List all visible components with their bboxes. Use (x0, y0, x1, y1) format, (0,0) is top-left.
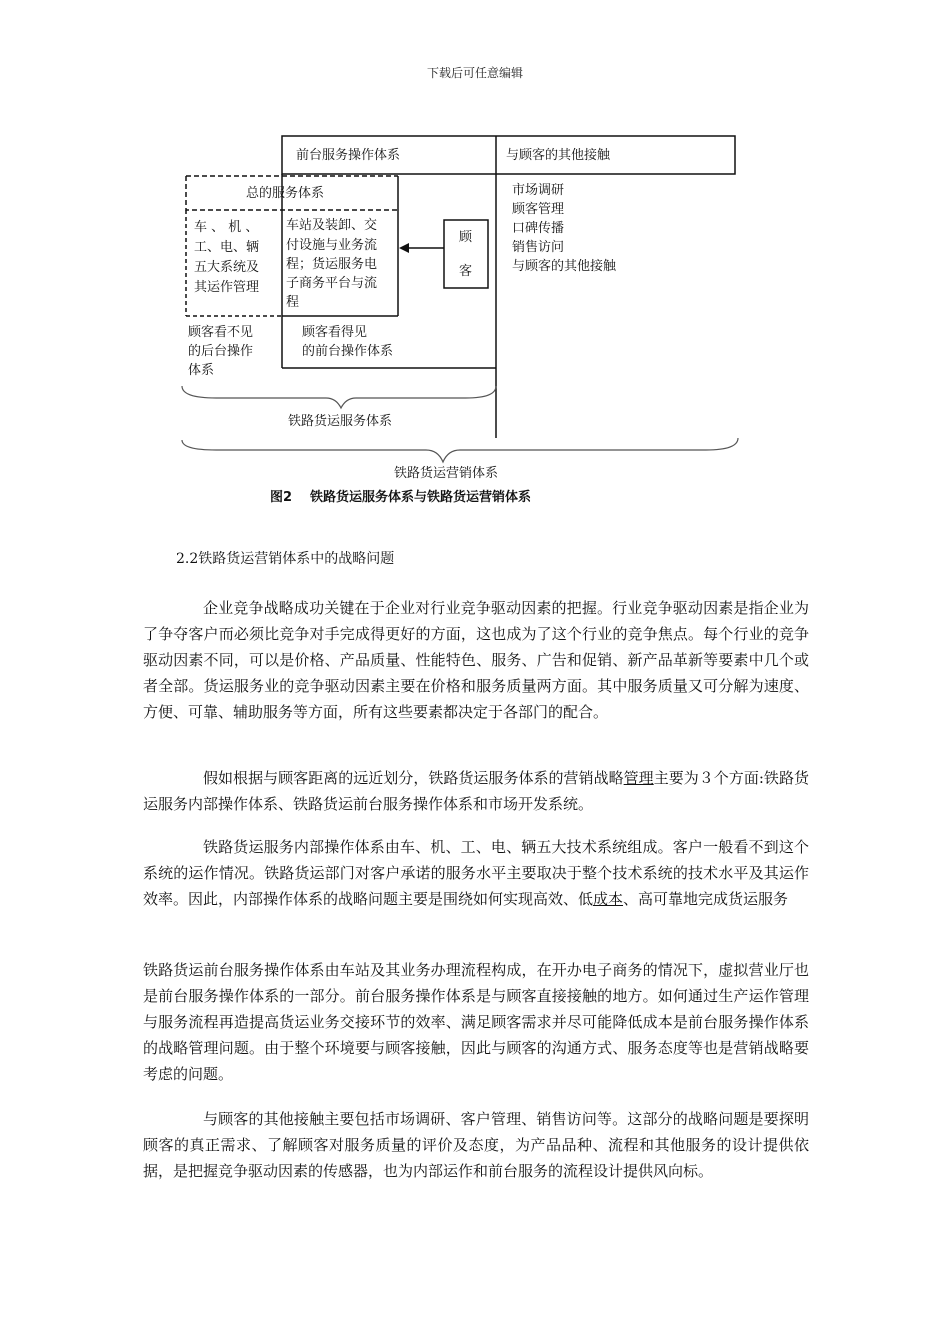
total-service-title: 总的服务体系 (246, 186, 325, 201)
service-brace (182, 386, 496, 408)
list-item: 与顾客的其他接触 (512, 259, 617, 274)
arrow-head (399, 243, 409, 253)
paragraph-4: 铁路货运前台服务操作体系由车站及其业务办理流程构成，在开办电子商务的情况下，虚拟营业厅也是前台服务操作体系的一部分。前台服务操作体系是与顾客直接接触的地方。如何通过生产运作管理与服务流程再造提高货运业务交接环节的效率、满足顾客需求并尽可能降低成本是前台服务操作体系的战略管理问题。由于整个环境要与顾客接触，因此与顾客的沟通方式、服务态度等也是营销战略要考虑的问题。 (143, 961, 809, 1083)
customer-char-2: 客 (459, 264, 473, 279)
list-item: 销售访问 (512, 240, 565, 255)
management-link[interactable]: 管理 (623, 769, 654, 787)
service-system-diagram: 前台服务操作体系 与顾客的其他接触 总的服务体系 车 、 机 、 工、电、辆 五大系统及 其运作管理 车站及装卸、交 付设施与业务流 程；货运服务电 子商务平台与流 程 顾 客 市场调研 顾客管理 口碑传播 销售访问 与顾客的其他接触 顾客看不见 的后台操作 体系 顾客看得见 的前台操作体系 铁路货运服务体系 铁路货运营销体系 图2 铁路货运服务体系与铁路货运营销体系 (176, 128, 744, 512)
paragraph-5: 与顾客的其他接触主要包括市场调研、客户管理、销售访问等。这部分的战略问题是要探明顾客的真正需求、了解顾客对服务质量的评价及态度，为产品品种、流程和其他服务的设计提供依据，是把握竞争驱动因素的传感器，也为内部运作和前台服务的流程设计提供风向标。 (143, 1110, 809, 1180)
list-item: 顾客管理 (512, 202, 565, 217)
rail-service-label: 铁路货运服务体系 (288, 414, 393, 429)
section-title: 2.2铁路货运营销体系中的战略问题 (176, 551, 395, 567)
marketing-brace (182, 438, 738, 462)
list-item: 市场调研 (512, 183, 565, 198)
paragraph-1: 企业竞争战略成功关键在于企业对行业竞争驱动因素的把握。行业竞争驱动因素是指企业为了争夺客户而必须比竞争对手完成得更好的方面，这也成为了这个行业的竞争焦点。每个行业的竞争驱动因素不同，可以是价格、产品质量、性能特色、服务、广告和促销、新产品革新等要素中几个或者全部。货运服务业的竞争驱动因素主要在价格和服务质量两方面。其中服务质量又可分解为速度、方便、可靠、辅助服务等方面，所有这些要素都决定于各部门的配合。 (143, 599, 809, 721)
page-header: 下载后可任意编辑 (426, 66, 523, 80)
paragraph-2: 假如根据与顾客距离的远近划分，铁路货运服务体系的营销战略管理主要为３个方面:铁路货运服务内部操作体系、铁路货运前台服务操作体系和市场开发系统。 (143, 769, 809, 813)
rail-marketing-label: 铁路货运营销体系 (394, 466, 499, 481)
figure-caption: 铁路货运服务体系与铁路货运营销体系 (310, 490, 532, 505)
list-item: 口碑传播 (512, 221, 565, 236)
figure-number: 图2 (270, 490, 293, 505)
cost-link[interactable]: 成本 (593, 890, 624, 908)
other-contacts-title: 与顾客的其他接触 (506, 148, 611, 163)
customer-char-1: 顾 (459, 230, 473, 245)
paragraph-3: 铁路货运服务内部操作体系由车、机、工、电、辆五大技术系统组成。客户一般看不到这个系统的运作情况。铁路货运部门对客户承诺的服务水平主要取决于整个技术系统的技术水平及其运作效率。因此，内部操作体系的战略问题主要是围绕如何实现高效、低成本、高可靠地完成货运服务 (143, 838, 809, 908)
front-ops-title: 前台服务操作体系 (296, 148, 401, 163)
